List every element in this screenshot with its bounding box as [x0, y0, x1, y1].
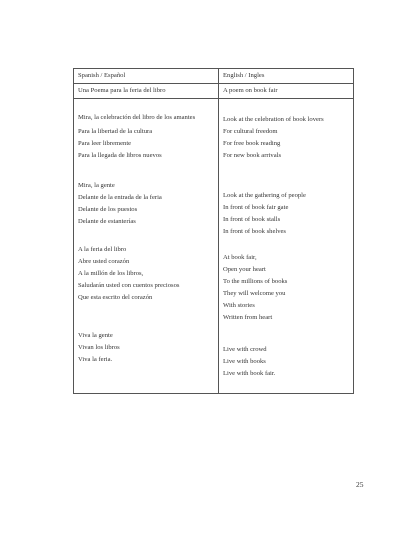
poem-line: A la millón de los libros,: [78, 270, 144, 277]
poem-line: Delante de la entrada de la feria: [78, 194, 162, 201]
poem-line: For cultural freedom: [223, 128, 278, 135]
english-stanza: [223, 114, 349, 162]
spanish-title: Una Poema para la feria del libro: [74, 84, 219, 99]
english-poem-cell: [219, 99, 354, 394]
poem-line: In front of book shelves: [223, 228, 286, 235]
poem-line: Para la libertad de la cultura: [78, 128, 153, 135]
poem-line: In front of book stalls: [223, 216, 281, 223]
poem-line: Abre usted corazón: [78, 258, 130, 265]
poem-line: With stories: [223, 302, 255, 309]
poem-line: Para leer libremente: [78, 140, 132, 147]
poem-line: For free book reading: [223, 140, 281, 147]
poem-line: Live with books: [223, 358, 266, 365]
poem-line: For new book arrivals: [223, 152, 282, 159]
poem-line: A la feria del libro: [78, 246, 127, 253]
spanish-header: Spanish / Español: [74, 69, 219, 84]
poem-line: Viva la gente: [78, 332, 113, 339]
poem-line: Para la llegada de libros nuevos: [78, 152, 162, 159]
title-row: [74, 84, 354, 99]
spanish-stanza: [78, 244, 214, 304]
page-number: 25: [356, 480, 364, 489]
poem-line: Live with book fair.: [223, 370, 276, 377]
poem-line: Mira, la gente: [78, 182, 115, 189]
poem-line: Delante de estanterías: [78, 218, 136, 225]
poem-line: Viva la feria.: [78, 356, 113, 363]
poem-line: To the millions of books: [223, 278, 288, 285]
english-stanza: [223, 252, 349, 324]
poem-line: Open your heart: [223, 266, 266, 273]
english-stanza: [223, 190, 349, 238]
spanish-stanza: [78, 114, 214, 162]
poem-line: In front of book fair gate: [223, 204, 289, 211]
spanish-stanza: [78, 180, 214, 228]
english-title: A poem on book fair: [219, 84, 354, 99]
poem-table: [73, 68, 354, 394]
poem-line: They will welcome you: [223, 290, 286, 297]
english-header: English / Ingles: [219, 69, 354, 84]
poem-line: Saludarán usted con cuentos preciosos: [78, 282, 180, 289]
header-row: [74, 69, 354, 84]
spanish-poem-cell: [74, 99, 219, 394]
poem-line: Mira, la celebración del libro de los amantes: [78, 114, 196, 121]
poem-line: Live with crowd: [223, 346, 267, 353]
english-stanza: [223, 344, 349, 380]
spanish-stanza: [78, 330, 214, 366]
poem-line: Look at the gathering of people: [223, 192, 306, 199]
poem-line: At book fair,: [223, 254, 257, 261]
poem-line: Vivan los libros: [78, 344, 120, 351]
poem-line: Delante de los puestos: [78, 206, 138, 213]
poem-line: Que esta escrito del corazón: [78, 294, 153, 301]
poem-line: Written from heart: [223, 314, 273, 321]
poem-line: Look at the celebration of book lovers: [223, 116, 324, 123]
poem-body-row: [74, 99, 354, 394]
